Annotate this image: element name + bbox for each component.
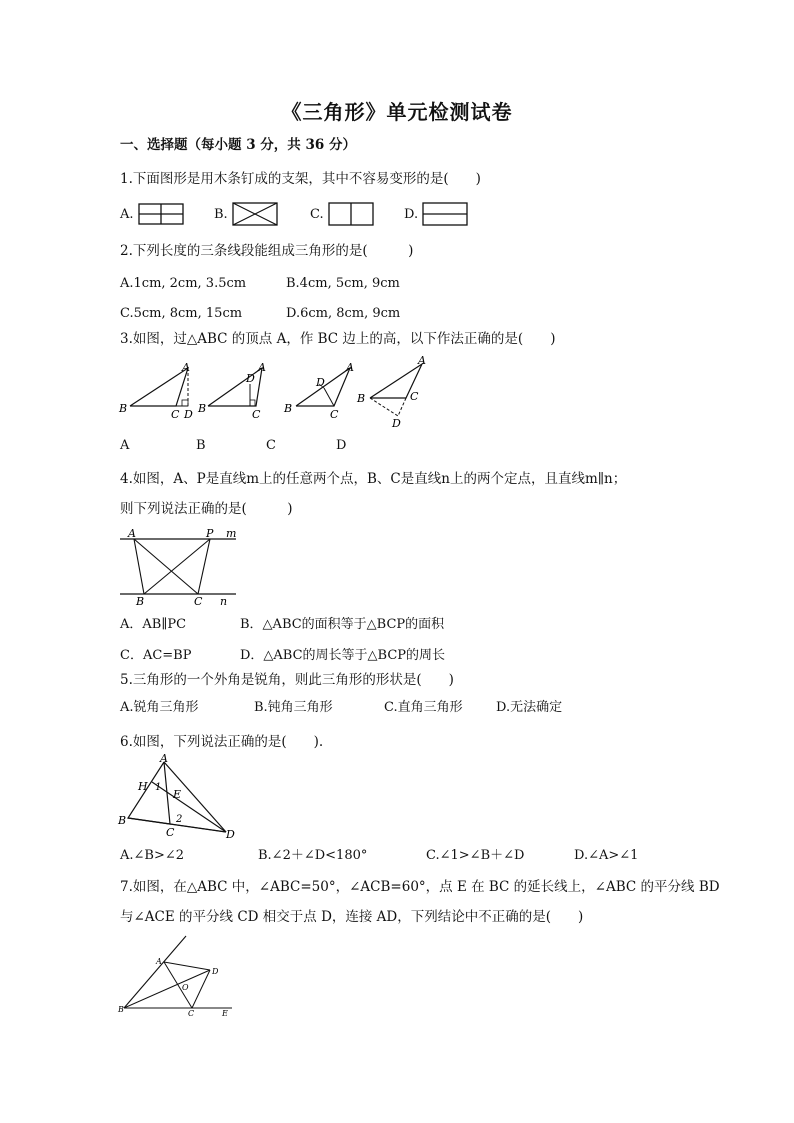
q2-option-c: C.5cm, 8cm, 15cm (120, 306, 243, 321)
q6-label-h: H (138, 780, 148, 793)
q7-figure (116, 932, 240, 1018)
q1-figure-d (422, 202, 468, 226)
q4-label-m: m (226, 528, 237, 540)
q7-label-c: C (188, 1009, 195, 1018)
q3-stem: 3.如图，过△ABC 的顶点 A，作 BC 边上的高，以下作法正确的是( ) (120, 331, 556, 347)
q4-label-n: n (220, 595, 228, 606)
q3c-label-d: D (316, 376, 325, 389)
q5-stem: 5.三角形的一个外角是锐角，则此三角形的形状是( ) (120, 672, 454, 688)
q6-label-d: D (226, 828, 235, 841)
q6-stem: 6.如图，下列说法正确的是( ). (120, 734, 324, 750)
q7-label-b: B (118, 1005, 124, 1014)
q2-option-d: D.6cm, 8cm, 9cm (286, 306, 401, 321)
q6-label-b: B (118, 814, 127, 827)
q3c-label-a: A (346, 361, 354, 374)
q3-figure-d (356, 354, 426, 430)
q3d-label-b: B (357, 392, 366, 405)
q3b-label-c: C (252, 408, 261, 421)
q6-label-c: C (166, 826, 175, 839)
q3b-label-a: A (258, 361, 266, 374)
q3a-label-a: A (182, 361, 190, 374)
q3-option-d: D (336, 438, 347, 453)
q4-option-d: D．△ABC的周长等于△BCP的周长 (240, 648, 446, 663)
q3-figure-b (197, 361, 266, 421)
q6-option-a: A.∠B>∠2 (120, 848, 185, 863)
q1-figure-c (328, 202, 374, 226)
q2-option-b: B.4cm, 5cm, 9cm (286, 276, 400, 291)
q1-option-c-label: C. (310, 207, 324, 222)
q3d-label-c: C (410, 390, 419, 403)
q5-option-b: B.钝角三角形 (254, 700, 333, 715)
q4-option-b: B．△ABC的面积等于△BCP的面积 (240, 617, 445, 632)
q7-label-d: D (212, 967, 219, 976)
q3a-label-d: D (184, 408, 193, 421)
q3a-label-b: B (119, 402, 128, 415)
q3c-label-c: C (330, 408, 339, 421)
q3c-label-b: B (284, 402, 293, 415)
q3b-label-d: D (246, 372, 255, 385)
q4-label-b: B (136, 595, 145, 606)
q4-label-p: P (206, 528, 214, 540)
q4-figure (118, 528, 240, 606)
q6-figure (116, 752, 240, 842)
q5-option-d: D.无法确定 (496, 700, 563, 715)
q6-option-c: C.∠1>∠B＋∠D (426, 848, 525, 863)
q5-option-a: A.锐角三角形 (120, 700, 199, 715)
q7-label-a: A (156, 957, 162, 966)
q6-option-b: B.∠2＋∠D<180° (258, 848, 368, 863)
q4-label-c: C (194, 595, 203, 606)
page-title: 《三角形》单元检测试卷 (281, 100, 513, 124)
q1-option-d-label: D. (404, 207, 419, 222)
q3-option-a: A (120, 438, 130, 453)
q7-stem-line2: 与∠ACE 的平分线 CD 相交于点 D，连接 AD，下列结论中不正确的是( ) (120, 909, 584, 925)
q7-stem-line1: 7.如图，在△ABC 中，∠ABC=50°，∠ACB=60°，点 E 在 BC 的延长线上，∠ABC 的平分线 BD (120, 879, 720, 895)
q3d-label-d: D (392, 417, 401, 430)
q4-option-a: A．AB∥PC (120, 617, 187, 632)
q3d-label-a: A (418, 354, 426, 367)
q3b-label-b: B (198, 402, 207, 415)
q1-option-a-label: A. (120, 207, 134, 222)
q6-option-d: D.∠A>∠1 (574, 848, 639, 863)
q2-stem: 2.下列长度的三条线段能组成三角形的是( ) (120, 243, 414, 259)
q1-option-b-label: B. (214, 207, 228, 222)
q4-stem-line1: 4.如图，A、P是直线m上的任意两个点，B、C是直线n上的两个定点，且直线m∥n； (120, 471, 627, 487)
q4-stem-line2: 则下列说法正确的是( ) (120, 501, 293, 517)
q3-option-c: C (266, 438, 276, 453)
q5-option-c: C.直角三角形 (384, 700, 463, 715)
q6-label-angle1: 1 (155, 782, 162, 793)
section-heading: 一、选择题（每小题 3 分，共 36 分） (120, 137, 356, 153)
q6-label-e: E (173, 788, 182, 801)
q1-figure-b (232, 202, 278, 226)
q1-figure-a (138, 203, 184, 225)
q4-label-a: A (128, 528, 136, 540)
q3-figure-c (283, 361, 354, 421)
q4-option-c: C．AC=BP (120, 648, 192, 663)
q6-label-angle2: 2 (176, 814, 183, 825)
q3-figure-a (118, 361, 193, 421)
q2-option-a: A.1cm, 2cm, 3.5cm (120, 276, 247, 291)
q1-stem: 1.下面图形是用木条钉成的支架，其中不容易变形的是( ) (120, 171, 481, 187)
q3a-label-c: C (171, 408, 180, 421)
q3-option-b: B (196, 438, 206, 453)
q7-label-o: O (182, 983, 189, 992)
q7-label-e: E (222, 1009, 228, 1018)
q3-figures (116, 354, 436, 430)
q6-label-a: A (160, 752, 168, 765)
